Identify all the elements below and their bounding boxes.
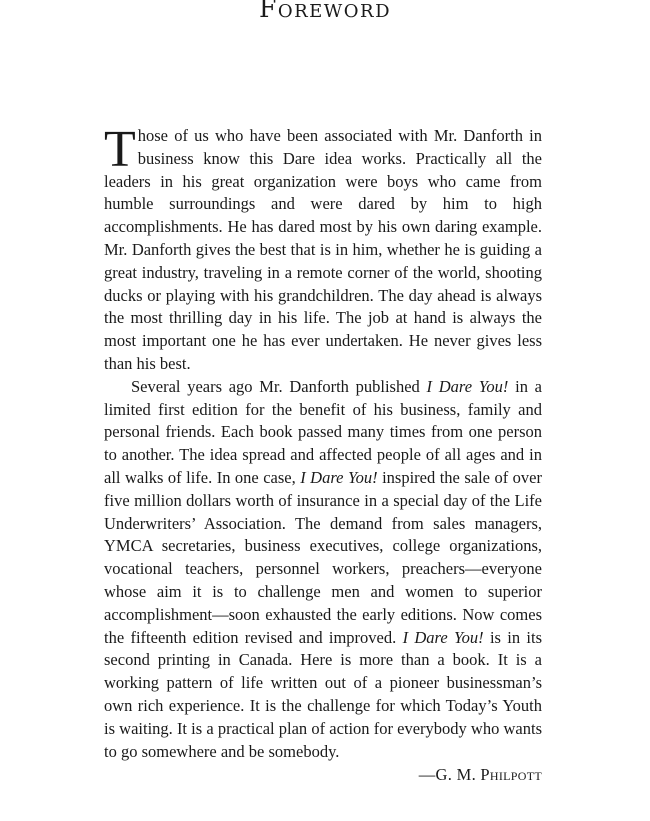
paragraph-2-text-d: is in its second printing in Canada. Here is more than a book. It is a working pattern of life written out of a pioneer businessman’s own rich experience. It is the challenge for which Today’s Youth is waiting. It is a practical plan of action for everybody who wants to go somewhere and be somebody. [104,627,542,761]
paragraph-1-text: hose of us who have been associated with Mr. Danforth in business know this Dare idea works. Practically all the leaders in his great organization were boys who came from humble surroundings and were dared by him to high accomplishments. He has dared most by his own daring example. Mr. Danforth gives the best that is in him, whether he is guiding a great industry, traveling in a remote corner of the world, shooting ducks or playing with his grandchildren. The day ahead is always the most thrilling day in his life. The job at hand is always the most important one he has ever undertaken. He never gives less than his best. [104,126,542,373]
book-title-1: I Dare You! [426,376,509,396]
foreword-body [104,121,542,787]
paragraph-2-text-c: inspired the sale of over five million dollars worth of insurance in a special day of the Life Underwriters’ Association. The demand from sales managers, YMCA secretaries, business executives, college organizations, vocational teachers, personnel workers, preachers—everyone whose aim it is to challenge men and women to superior accomplishment—soon exhausted the early editions. Now comes the fifteenth edition revised and improved. [104,467,542,647]
signature: —G. M. Philpott [418,765,542,785]
page-title: Foreword [258,0,392,23]
paragraph-1 [104,121,542,376]
paragraph-2-text-b: in a limited first edition for the benefit of his business, family and personal friends. Each book passed many times from one person to another. The idea spread and affected people of all ages and in all walks of life. In one case, [104,376,542,487]
book-title-2: I Dare You! [300,467,378,487]
drop-cap: T [104,121,136,178]
paragraph-2 [104,376,542,764]
book-title-3: I Dare You! [402,627,484,647]
paragraph-2-text-a: Several years ago Mr. Danforth published [131,376,427,396]
